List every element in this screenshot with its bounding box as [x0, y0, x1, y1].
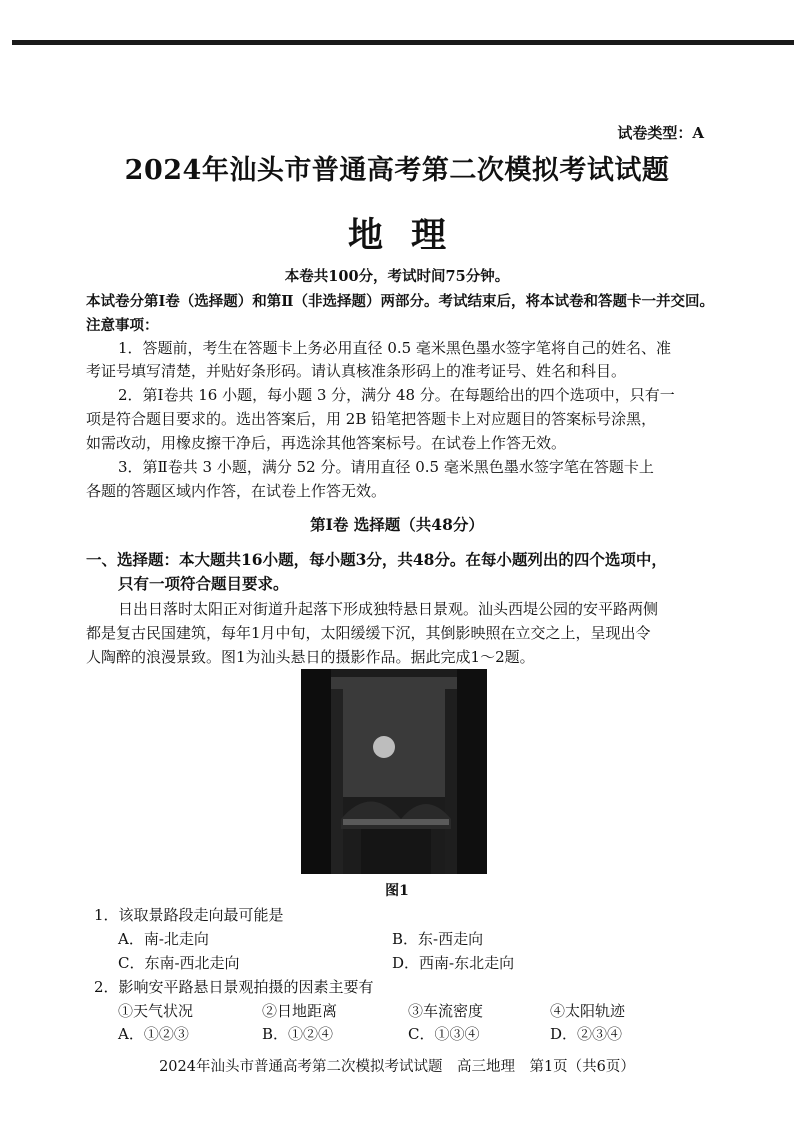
subject-title: 地理	[347, 215, 474, 256]
exam-title: 2024年汕头市普通高考第二次模拟考试试题	[124, 155, 670, 186]
passage-line-2: 都是复古民国建筑，每年1月中旬，太阳缓缓下沉，其倒影映照在立交之上，呈现出令	[86, 624, 651, 642]
notice-3-line-2: 各题的答题区域内作答，在试卷上作答无效。	[86, 482, 387, 500]
passage-line-3: 人陶醉的浪漫景致。图1为汕头悬日的摄影作品。据此完成1～2题。	[86, 648, 535, 666]
paper-type-label: 试卷类型：A	[617, 124, 704, 142]
notice-3-line-1: 3．第Ⅱ卷共 3 小题，满分 52 分。请用直径 0.5 毫米黑色墨水签字笔在答题卡上	[118, 458, 654, 476]
exam-info: 本卷共100分，考试时间75分钟。	[284, 268, 510, 285]
question-2-option-d: D．②③④	[550, 1025, 623, 1043]
question-1-option-c: C．东南-西北走向	[118, 954, 240, 972]
question-1-option-b: B．东-西走向	[392, 930, 484, 948]
intro-text: 本试卷分第Ⅰ卷（选择题）和第Ⅱ（非选择题）两部分。考试结束后，将本试卷和答题卡一并交回。	[86, 293, 714, 310]
figure-1-photo	[301, 669, 487, 874]
figure-caption: 图1	[385, 883, 409, 899]
part-one-line-1: 一、选择题：本大题共16小题，每小题3分，共48分。在每小题列出的四个选项中，	[86, 550, 667, 569]
section-title: 第Ⅰ卷 选择题（共48分）	[310, 515, 484, 534]
notice-2-line-2: 项是符合题目要求的。选出答案后，用 2B 铅笔把答题卡上对应题目的答案标号涂黑，	[86, 410, 657, 428]
question-1-stem: 1．该取景路段走向最可能是	[94, 906, 284, 924]
notice-1-line-2: 考证号填写清楚，并贴好条形码。请认真核准条形码上的准考证号、姓名和科目。	[86, 362, 627, 380]
question-1-option-d: D．西南-东北走向	[392, 954, 515, 972]
question-2-factor-1: ①天气状况	[118, 1002, 194, 1020]
page-footer: 2024年汕头市普通高考第二次模拟考试试题 高三地理 第1页（共6页）	[159, 1059, 635, 1075]
question-2-factor-3: ③车流密度	[408, 1002, 484, 1020]
question-2-option-c: C．①③④	[408, 1025, 480, 1043]
question-1-option-a: A．南-北走向	[118, 930, 209, 948]
notice-heading: 注意事项：	[86, 317, 159, 334]
question-2-factor-2: ②日地距离	[262, 1002, 338, 1020]
question-2-stem: 2．影响安平路悬日景观拍摄的因素主要有	[94, 978, 374, 996]
notice-1-line-1: 1．答题前，考生在答题卡上务必用直径 0.5 毫米黑色墨水签字笔将自己的姓名、准	[118, 339, 671, 357]
question-2-option-a: A．①②③	[118, 1025, 189, 1043]
top-border-rule	[12, 40, 794, 45]
part-one-line-2: 只有一项符合题目要求。	[118, 574, 289, 593]
hanging-sun-photo-drawing	[301, 669, 487, 874]
question-2-factor-4: ④太阳轨迹	[550, 1002, 626, 1020]
notice-2-line-1: 2．第Ⅰ卷共 16 小题，每小题 3 分，满分 48 分。在每题给出的四个选项中，只有一	[118, 386, 675, 404]
notice-2-line-3: 如需改动，用橡皮擦干净后，再选涂其他答案标号。在试卷上作答无效。	[86, 434, 567, 452]
question-2-option-b: B．①②④	[262, 1025, 334, 1043]
passage-line-1: 日出日落时太阳正对街道升起落下形成独特悬日景观。汕头西堤公园的安平路两侧	[118, 600, 659, 618]
